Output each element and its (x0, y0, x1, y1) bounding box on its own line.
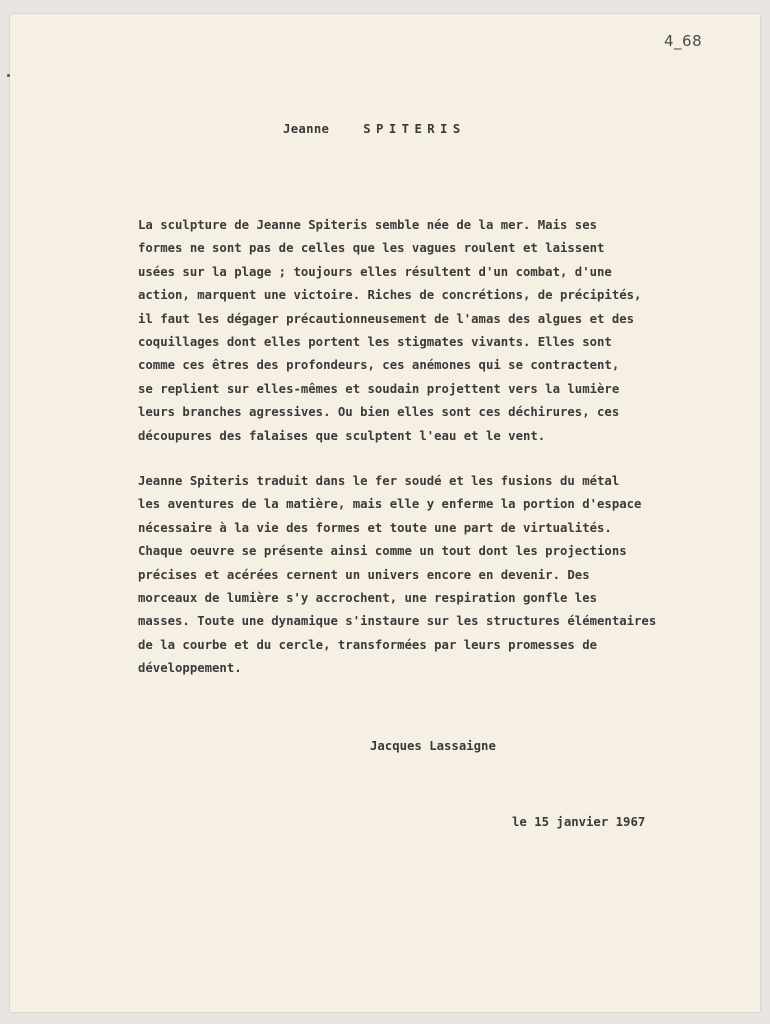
text-line: précises et acérées cernent un univers encore en devenir. Des (138, 567, 590, 582)
paper-speck (7, 74, 10, 77)
text-line: formes ne sont pas de celles que les vagues roulent et laissent (138, 241, 605, 256)
text-line: développement. (138, 661, 242, 676)
text-line: usées sur la plage ; toujours elles résultent d'un combat, d'une (138, 264, 612, 279)
paragraph-2 (138, 470, 748, 681)
document-date: le 15 janvier 1967 (512, 815, 646, 829)
archive-reference-number: 4_68 (664, 32, 703, 50)
text-line: La sculpture de Jeanne Spiteris semble née de la mer. Mais ses (138, 218, 598, 232)
paragraph-1 (138, 214, 748, 448)
title-first-name: Jeanne (283, 122, 330, 136)
text-line: nécessaire à la vie des formes et toute une part de virtualités. (138, 520, 612, 535)
author-signature: Jacques Lassaigne (370, 739, 496, 753)
text-line: morceaux de lumière s'y accrochent, une respiration gonfle les (138, 590, 598, 605)
text-line: leurs branches agressives. Ou bien elles sont ces déchirures, ces (138, 405, 620, 420)
text-line: découpures des falaises que sculptent l'eau et le vent. (138, 428, 546, 443)
title-surname: SPITERIS (363, 122, 466, 136)
document-title (283, 122, 466, 136)
text-line: coquillages dont elles portent les stigmates vivants. Elles sont (138, 334, 612, 349)
text-line: il faut les dégager précautionneusement de l'amas des algues et des (138, 311, 635, 326)
text-line: les aventures de la matière, mais elle y enferme la portion d'espace (138, 497, 642, 512)
text-line: masses. Toute une dynamique s'instaure sur les structures élémentaires (138, 614, 657, 629)
text-line: Jeanne Spiteris traduit dans le fer soudé et les fusions du métal (138, 474, 620, 488)
text-line: Chaque oeuvre se présente ainsi comme un tout dont les projections (138, 544, 627, 559)
text-line: comme ces êtres des profondeurs, ces anémones qui se contractent, (138, 358, 620, 373)
text-line: de la courbe et du cercle, transformées par leurs promesses de (138, 637, 598, 652)
text-line: se replient sur elles-mêmes et soudain projettent vers la lumière (138, 381, 620, 396)
document-page (10, 14, 760, 1012)
text-line: action, marquent une victoire. Riches de concrétions, de précipités, (138, 288, 642, 303)
